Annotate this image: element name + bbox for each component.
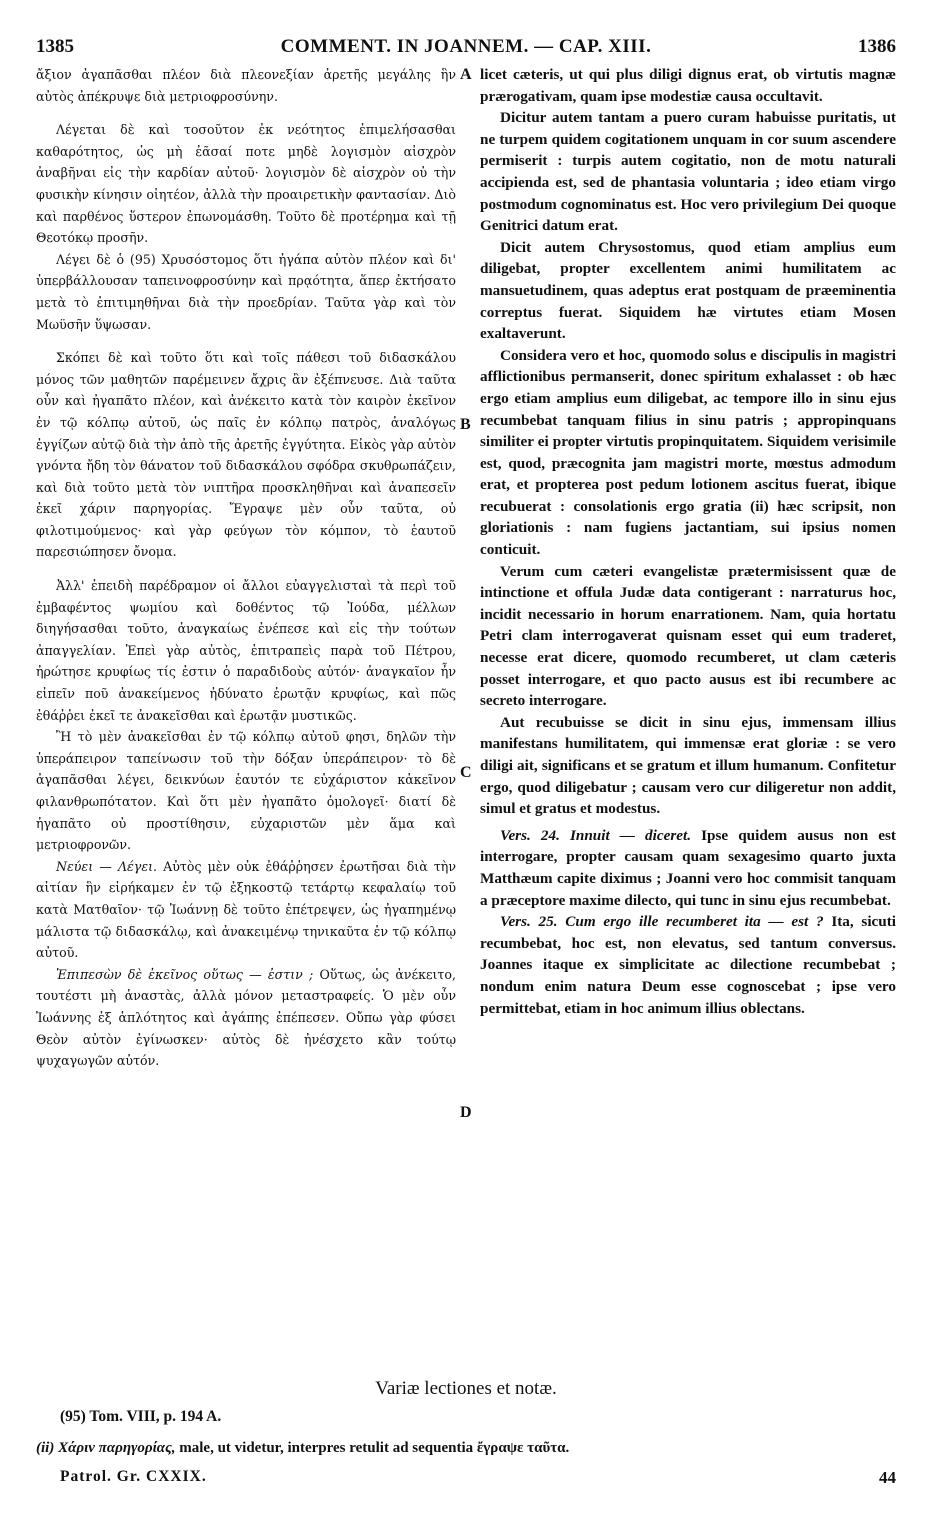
page-header xyxy=(36,36,896,60)
footnote-95: (95) Tom. VIII, p. 194 A. xyxy=(60,1408,222,1425)
sheet-number: 44 xyxy=(879,1468,896,1487)
latin-paragraph: licet cæteris, ut qui plus diligi dignus erat, ob virtutis magnæ prærogativam, quam ipse modestiæ causa occultavit. xyxy=(480,66,896,105)
footnote-ii xyxy=(36,1440,569,1457)
greek-paragraph: Ἢ τὸ μὲν ἀνακεῖσθαι ἐν τῷ κόλπῳ αὐτοῦ φησι, δηλῶν τὴν ὑπεράπειρον ταπείνωσιν τοῦ τὴν δόξαν ὑπεράπειρον· τὸ δὲ ἀγαπᾶσθαι λέγει, δεικνύων ἑαυτόν τε εὐχάριστον κἀκεῖνον φιλανθρωπότατον. Καὶ ὅτι μὲν ἠγαπᾶτο ὁμολογεῖ· διατί δὲ ἠγαπᾶτο οὐ προστίθησιν, εὐχαριστῶν μὲν ἅμα καὶ μετριοφρονῶν. xyxy=(36,729,456,853)
latin-paragraph: Verum cum cæteri evangelistæ prætermisissent quæ de intinctione et offula Judæ data contigerant : narraturus hoc, incidit necessario in horum enarrationem. Nam, quia hortatu Petri clam interrogaverat quisnam esset qui eum traderet, necesse erat dicere, quomodo recumberet, ut clam cæteris posset interrogare, et quo pacto ausus est ibi recumbere ac secreto interrogare. xyxy=(480,562,896,710)
page-number-left: 1385 xyxy=(36,36,74,57)
latin-paragraph-text: Ita, sicuti recumbebat, hoc est, non elevatus, sed tantum conversus. Joannes itaque ex simplicitate ac dilectione recumbebat ; nondum enim natura Deum esse cognoscebat ; ipse vero permittebat, etiam in hoc animum illius oblectans. xyxy=(480,913,896,1017)
footnotes-heading: Variæ lectiones et notæ. xyxy=(375,1378,557,1399)
greek-column xyxy=(36,64,456,1072)
latin-paragraph: Dicitur autem tantam a puero curam habuisse puritatis, ut ne turpem quidem cogitationem unquam in cor suum ascendere permiserit : turpis autem cogitatio, non de motu naturali accipienda est, sed de phantasia voluntaria ; ideo etiam virgo postmodum cognominatus est. Hoc vero privilegium Dei quoque Genitrici datum erat. xyxy=(480,109,896,235)
margin-marker-d: D xyxy=(460,1104,472,1121)
latin-lemma: Vers. 25. Cum ergo ille recumberet ita — est ? xyxy=(500,913,824,931)
latin-column xyxy=(480,64,896,1019)
margin-marker-a: A xyxy=(460,66,472,83)
latin-lemma: Vers. 24. Innuit — diceret. xyxy=(500,826,692,844)
latin-paragraph xyxy=(480,911,896,1019)
footnote-text: male, ut videtur, interpres retulit ad sequentia ἔγραψε ταῦτα. xyxy=(175,1440,570,1456)
latin-paragraph: Dicit autem Chrysostomus, quod etiam amplius eum diligebat, propter excellentem animi humilitatem ac mansuetudinem, quas adeptus erat postquam de præeminentia correptus fuerat. Siquidem hæ virtutes etiam Mosen exaltaverunt. xyxy=(480,238,896,343)
greek-paragraph: Λέγεται δὲ καὶ τοσοῦτον ἐκ νεότητος ἐπιμελήσασθαι καθαρότητος, ὡς μὴ ἐᾶσαί ποτε μηδὲ λογισμὸν αἰσχρὸν ἀναβῆναι εἰς τὴν καρδίαν αὐτοῦ· λογισμὸν δὲ αἰσχρὸν οὐ τὴν φυσικὴν κίνησιν οἰητέον, ἀλλὰ τὴν προαιρετικὴν φαντασίαν. Διὸ καὶ παρθένος ὕστερον ἐπωνομάσθη. Τοῦτο δὲ προτέρημα καὶ τῇ Θεοτόκῳ προσῆν. xyxy=(36,122,456,246)
greek-paragraph: Λέγει δὲ ὁ (95) Χρυσόστομος ὅτι ἠγάπα αὐτὸν πλέον καὶ δι' ὑπερβάλλουσαν ταπεινοφροσύνην καὶ πρᾳότητα, ἅπερ ἐκτήσατο μετὰ τὸ ἐπιτιμηθῆναι διὰ τὴν προεδρίαν. Ταῦτα γὰρ καὶ τὸν Μωϋσῆν ὕψωσαν. xyxy=(36,251,456,332)
greek-paragraph xyxy=(36,856,456,964)
page-number-right: 1386 xyxy=(858,36,896,57)
greek-paragraph: ἄξιον ἀγαπᾶσθαι πλέον διὰ πλεονεξίαν ἀρετῆς μεγάλης ἣν αὐτὸς ἀπέκρυψε διὰ μετριοφροσύνην. xyxy=(36,67,456,104)
footnote-tag: (ii) xyxy=(36,1440,55,1456)
margin-marker-c: C xyxy=(460,764,472,781)
greek-lemma: Νεύει — Λέγει. xyxy=(56,858,158,874)
latin-paragraph xyxy=(480,825,896,911)
latin-paragraph-text: Ipse quidem ausus non est interrogare, propter causam quam sexagesimo quarto juxta Matthæum capite diximus ; Joanni vero hoc commisit tanquam a præceptore maxime dilecto, qui tunc in sinu ejus recumbebat. xyxy=(480,826,896,909)
latin-paragraph: Aut recubuisse se dicit in sinu ejus, immensam illius manifestans humilitatem, qui immensæ erat gloriæ : se vero diligi ait, significans et se gratum et illum humanum. Confitetur ergo, quod diligebatur ; causam vero cur diligeretur non addit, simul et gratus et modestus. xyxy=(480,713,896,818)
margin-marker-b: B xyxy=(460,416,471,433)
greek-paragraph-text: Οὕτως, ὡς ἀνέκειτο, τουτέστι μὴ ἀναστὰς, ἀλλὰ μόνον μεταστραφείς. Ὁ μὲν οὖν Ἰωάννης ἐξ ἁπλότητος καὶ ἀγάπης ἐπέπεσεν. Οὔπω γὰρ φύσει Θεὸν αὐτὸν ἐγίνωσκεν· αὐτὸς δὲ ἠνέσχετο κἂν τούτῳ ψυχαγωγῶν αὐτόν. xyxy=(36,966,456,1069)
latin-paragraph: Considera vero et hoc, quomodo solus e discipulis in magistri afflictionibus permanserit, donec spiritum exhalasset : ob hæc ergo etiam amplius eum diligebat, ac tempore illo in sinu ejus recumbebat tanquam filius in sinu patris ; appropinquans similiter ei propter virtutis propinquitatem. Siquidem verisimile est, quod, præcognita jam magistri morte, mœstus admodum erat, et propterea post pedum lotionem ascitus fuerat, ibique recubuerat : consolationis ergo gratia (ii) hæc scripsit, non gloriationis : nam fugiens jactantiam, sui ipsius nomen conticuit. xyxy=(480,346,896,559)
greek-paragraph: Σκόπει δὲ καὶ τοῦτο ὅτι καὶ τοῖς πάθεσι τοῦ διδασκάλου μόνος τῶν μαθητῶν παρέμεινεν ἄχρις ἂν ἐξέπνευσε. Διὰ ταῦτα οὖν καὶ ἠγαπᾶτο πλέον, καὶ ἀνέκειτο κατὰ τὸν καιρὸν ἐκεῖνον ἐν τῷ κόλπῳ αὐτοῦ, ὡς παῖς ἐν κόλπῳ πατρὸς, ἀναλόγως ἐγγίζων αὐτῷ διὰ τὴν ἀπὸ τῆς ἀρετῆς ἐγγύτητα. Εἰκὸς γὰρ αὐτὸν γνόντα ἤδη τὸν θάνατον τοῦ διδασκάλου σφόδρα σκυθρωπάζειν, καὶ διὰ τοῦτο μετὰ τὸν νιπτῆρα προσκληθῆναι καὶ ἀναπεσεῖν ἐκεῖ χάριν παρηγορίας. Ἔγραψε μὲν οὖν ταῦτα, οὐ φιλοτιμούμενος· καὶ γὰρ φεύγων τὸν κόμπον, τὸ ἑαυτοῦ παρεσιώπησεν ὄνομα. xyxy=(36,350,456,560)
greek-paragraph xyxy=(36,964,456,1072)
greek-lemma: Ἐπιπεσὼν δὲ ἐκεῖνος οὕτως — ἐστιν ; xyxy=(56,966,314,982)
greek-paragraph: Ἀλλ' ἐπειδὴ παρέδραμον οἱ ἄλλοι εὐαγγελισταὶ τὰ περὶ τοῦ ἐμβαφέντος ψωμίου καὶ δοθέντος τῷ Ἰούδα, μέλλων διηγήσασθαι τοῦτο, ἀναγκαίως ἐνέπεσε καὶ εἰς τὴν τούτων ἀπαγγελίαν. Ἐπεὶ γὰρ αὐτὸς, ἐπιτραπεὶς παρὰ τοῦ Πέτρου, ἠρώτησε κρυφίως τίς ἐστιν ὁ παραδιδοὺς αὐτόν· ἀναγκαῖον ἦν εἰπεῖν ποῦ ἀνακείμενος ἠδύνατο ἐρωτᾷν κρυφίως, καὶ πῶς ἐθάῤῥει ἐκεῖ τε ἀνακεῖσθαι καὶ ἐρωτᾷν μυστικῶς. xyxy=(36,578,456,723)
greek-paragraph-text: Αὐτὸς μὲν οὐκ ἐθάῤῥησεν ἐρωτῆσαι διὰ τὴν αἰτίαν ἣν εἰρήκαμεν ἐν τῷ ἐξηκοστῷ τετάρτῳ κεφαλαίῳ τοῦ κατὰ Ματθαῖον· τῷ Ἰωάννῃ δὲ τοῦτο ἐπέτρεψεν, ὡς ἠγαπημένῳ μάλιστα τῷ διδασκάλῳ, καὶ ἀνακειμένῳ τηνικαῦτα ἐν τῷ κόλπῳ αὐτοῦ. xyxy=(36,858,457,961)
running-title: COMMENT. IN JOANNEM. — CAP. XIII. xyxy=(280,36,652,57)
footnote-greek: Χάριν παρηγορίας, xyxy=(58,1440,176,1456)
signature-line: Patrol. Gr. CXXIX. xyxy=(60,1468,207,1485)
